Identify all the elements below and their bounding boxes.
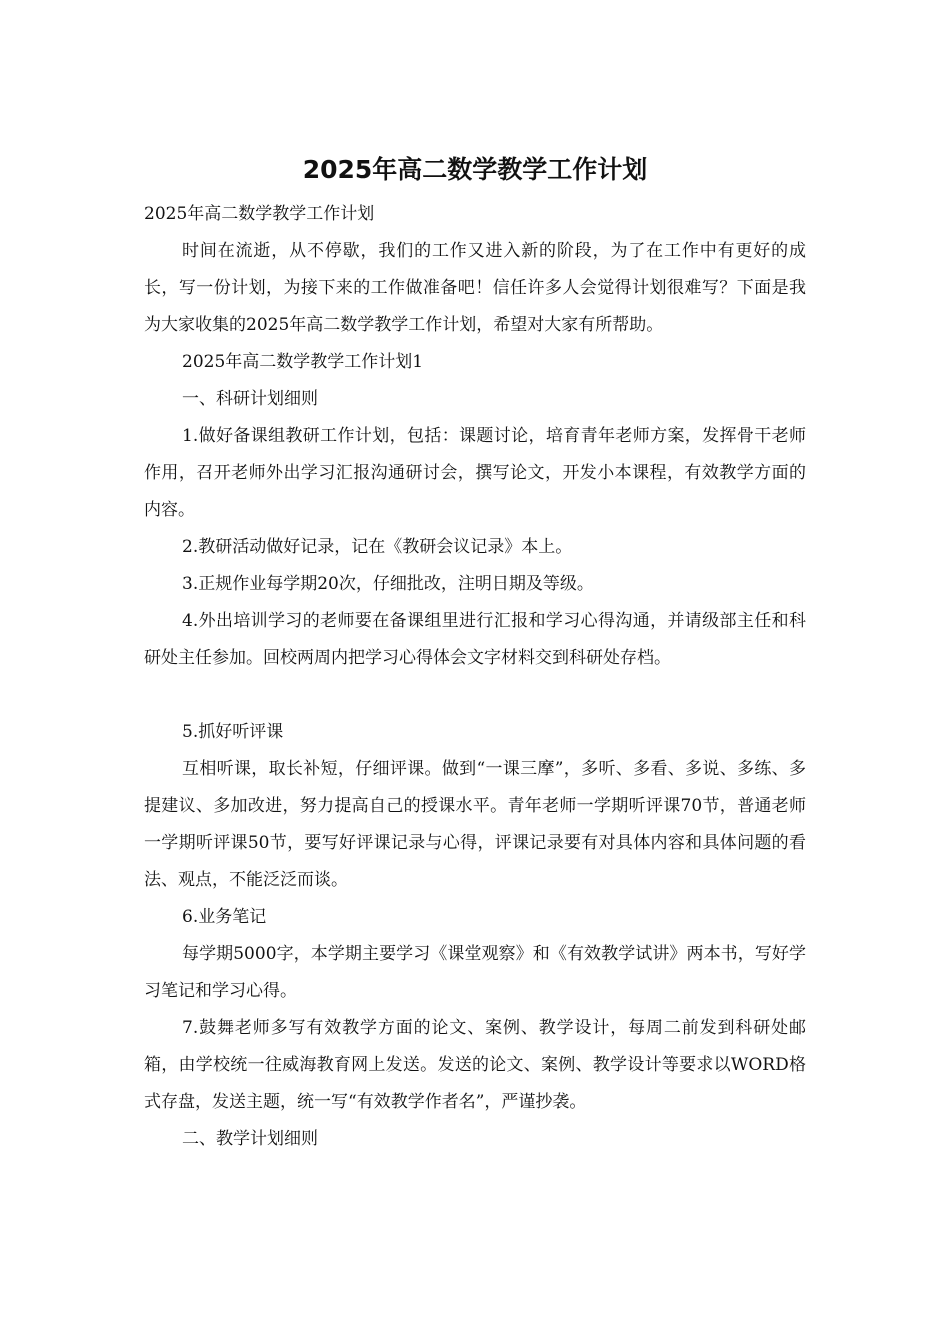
paragraph: 1.做好备课组教研工作计划，包括：课题讨论，培育青年老师方案，发挥骨干老师作用，召开老师外出学习汇报沟通研讨会，撰写论文，开发小本课程，有效教学方面的内容。 <box>144 426 806 520</box>
paragraph: 2025年高二数学教学工作计划 <box>144 204 375 224</box>
paragraph: 5.抓好听评课 <box>182 722 284 742</box>
paragraph: 2.教研活动做好记录，记在《教研会议记录》本上。 <box>182 537 573 557</box>
paragraph: 3.正规作业每学期20次，仔细批改，注明日期及等级。 <box>182 574 594 594</box>
paragraph: 互相听课，取长补短，仔细评课。做到“一课三摩”，多听、多看、多说、多练、多提建议、多加改进，努力提高自己的授课水平。青年老师一学期听评课70节，普通老师一学期听评课50节，要写好评课记录与心得，评课记录要有对具体内容和具体问题的看法、观点，不能泛泛而谈。 <box>144 759 806 890</box>
paragraph: 一、科研计划细则 <box>182 389 318 409</box>
document-title: 2025年高二数学教学工作计划 <box>302 155 648 184</box>
paragraph: 时间在流逝，从不停歇，我们的工作又进入新的阶段，为了在工作中有更好的成长，写一份计划，为接下来的工作做准备吧！信任许多人会觉得计划很难写？下面是我为大家收集的2025年高二数学教学工作计划，希望对大家有所帮助。 <box>144 241 806 335</box>
blank-line <box>144 677 806 714</box>
paragraph: 6.业务笔记 <box>182 907 267 927</box>
document-body <box>144 196 806 1158</box>
paragraph: 4.外出培训学习的老师要在备课组里进行汇报和学习心得沟通，并请级部主任和科研处主任参加。回校两周内把学习心得体会文字材料交到科研处存档。 <box>144 611 806 668</box>
paragraph: 7.鼓舞老师多写有效教学方面的论文、案例、教学设计，每周二前发到科研处邮箱，由学校统一往威海教育网上发送。发送的论文、案例、教学设计等要求以WORD格式存盘，发送主题，统一写“有效教学作者名”，严谨抄袭。 <box>144 1018 806 1112</box>
paragraph: 二、教学计划细则 <box>182 1129 318 1149</box>
paragraph: 2025年高二数学教学工作计划1 <box>182 352 424 372</box>
paragraph: 每学期5000字，本学期主要学习《课堂观察》和《有效教学试讲》两本书，写好学习笔记和学习心得。 <box>144 944 806 1001</box>
